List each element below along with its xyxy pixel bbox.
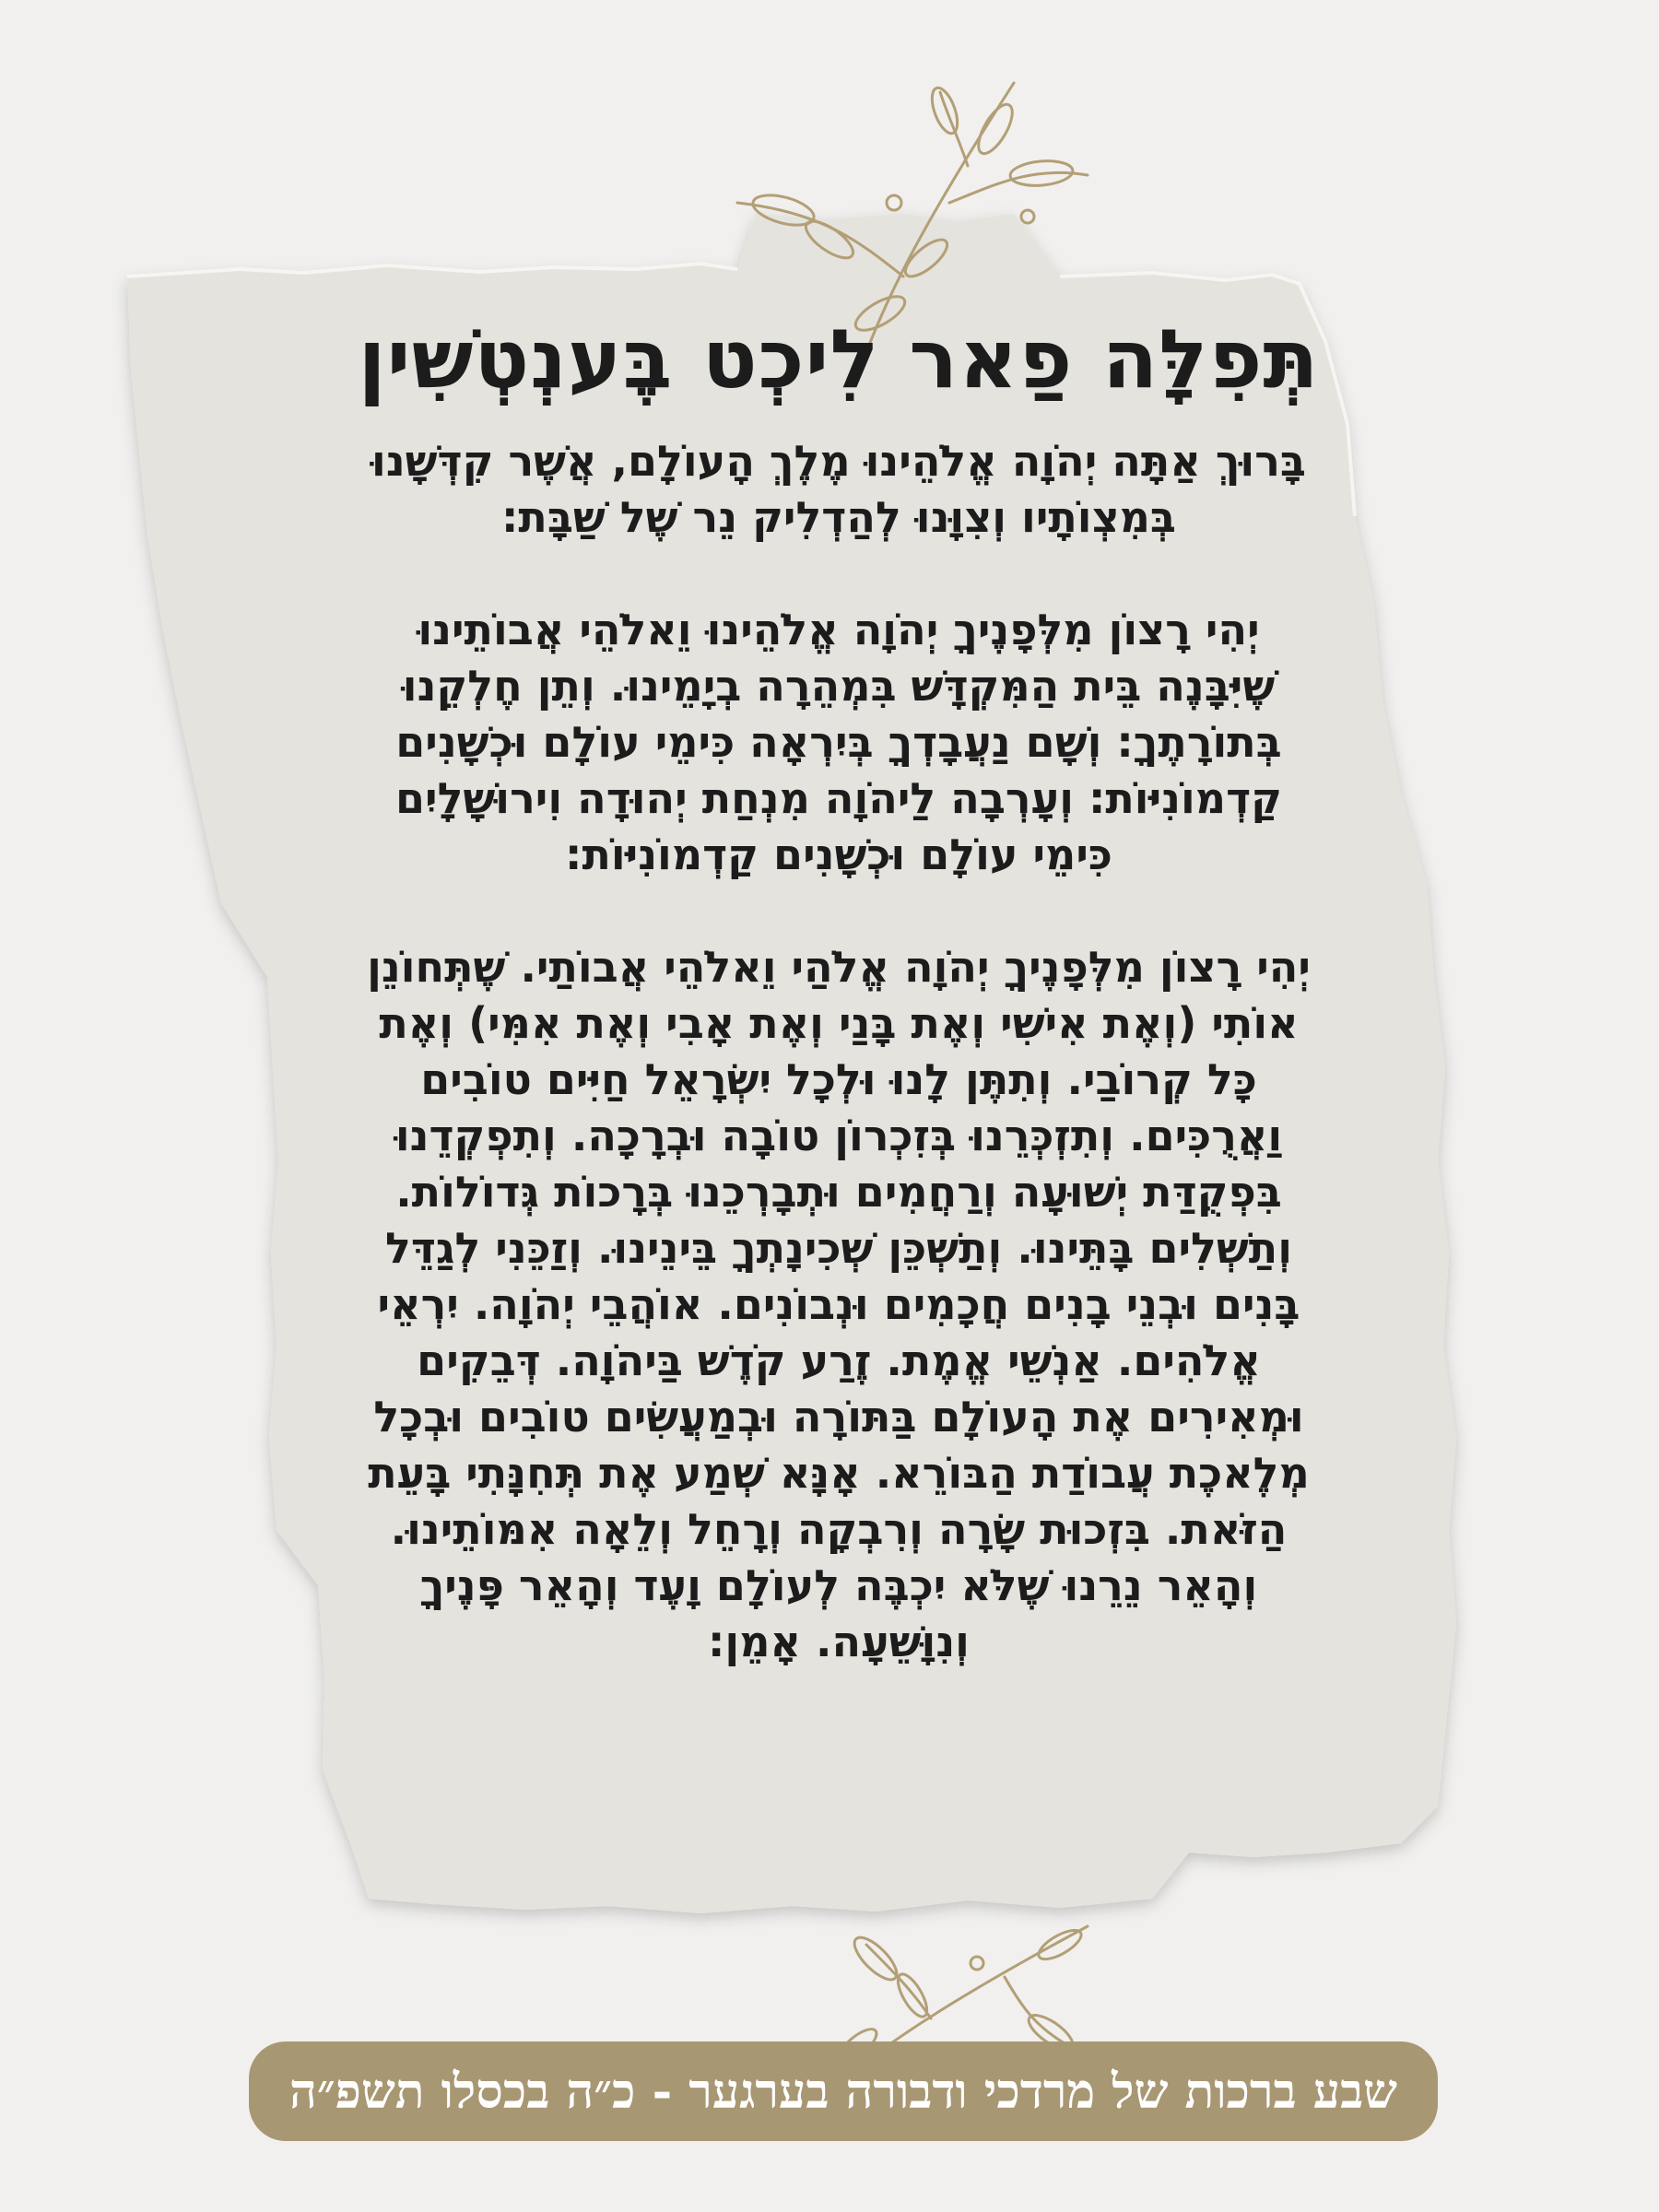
text-line: בָּנִים וּבְנֵי בָנִים חֲכָמִים וּנְבוֹנִים. אוֹהֲבֵי יְהֹוָה. יִרְאֵי [377,1279,1300,1329]
text-line: כִּימֵי עוֹלָם וּכְשָׁנִים קַדְמוֹנִיּוֹת: [565,830,1112,879]
text-line: וְנִוָּשֵׁעָה. אָמֵן: [708,1617,970,1666]
prayer-content [276,304,1401,1670]
dedication-text: שבע ברכות של מרדכי ודבורה בערגער - כ״ה בכסלו תשפ״ה [289,2063,1397,2120]
text-line: בְּמִצְוֹתָיו וְצִוָּנוּ לְהַדְלִיק נֵר שֶׁל שַׁבָּת: [501,492,1176,542]
text-line: בִּפְקֻדַּת יְשׁוּעָה וְרַחֲמִים וּתְבָרְכֵנוּ בְּרָכוֹת גְּדוֹלוֹת. [395,1167,1282,1217]
text-line: בְּתוֹרָתֶךָ: וְשָׁם נַעֲבָדְךָ בְּיִרְאָה כִּימֵי עוֹלָם וּכְשָׁנִים [395,717,1282,767]
text-line: כָּל קְרוֹבַי. וְתִתֶּן לָנוּ וּלְכָל יִשְׂרָאֵל חַיִּים טוֹבִים [420,1054,1257,1104]
text-line: בָּרוּךְ אַתָּה יְהֹוָה אֱלֹהֵינוּ מֶלֶךְ הָעוֹלָם, אֲשֶׁר קִדְּשָׁנוּ [371,436,1306,486]
text-line: וְהָאֵר נֵרֵנוּ שֶׁלֹּא יִכְבֶּה לְעוֹלָם וָעֶד וְהָאֵר פָּנֶיךָ [419,1560,1258,1610]
text-line: יְהִי רָצוֹן מִלְּפָנֶיךָ יְהֹוָה אֱלֹהַי וֵאלֹהֵי אֲבוֹתַי. שֶׁתְּחוֹנֵן [367,942,1311,992]
text-line: וַאֲרֻכִּים. וְתִזְכְּרֵנוּ בְּזִכְרוֹן טוֹבָה וּבְרָכָה. וְתִפְקְדֵנוּ [394,1111,1283,1160]
temple-prayer-paragraph [276,602,1401,883]
text-line: וּמְאִירִים אֶת הָעוֹלָם בַּתּוֹרָה וּבְמַעֲשִׂים טוֹבִים וּבְכָל [373,1392,1304,1441]
text-line: שֶׁיִּבָּנֶה בֵּית הַמִּקְדָּשׁ בִּמְהֵרָה בְיָמֵינוּ. וְתֵן חֶלְקֵנוּ [402,661,1276,711]
text-line: מְלֶאכֶת עֲבוֹדַת הַבּוֹרֵא. אָנָּא שְׁמַע אֶת תְּחִנָּתִי בָּעֵת [368,1448,1310,1498]
text-line: אֱלֹהִים. אַנְשֵׁי אֱמֶת. זֶרַע קֹדֶשׁ בַּיהֹוָה. דְּבֵקִים [417,1335,1261,1385]
text-line: קַדְמוֹנִיּוֹת: וְעָרְבָה לַיהֹוָה מִנְחַת יְהוּדָה וִירוּשָׁלָיִם [395,773,1282,823]
text-line: אוֹתִי (וְאֶת אִישִׁי וְאֶת בָּנַי וְאֶת אָבִי וְאֶת אִמִּי) וְאֶת [379,998,1299,1048]
blessing-paragraph [276,433,1401,546]
family-prayer-paragraph [276,939,1401,1670]
text-line: יְהִי רָצוֹן מִלְּפָנֶיךָ יְהֹוָה אֱלֹהֵינוּ וֵאלֹהֵי אֲבוֹתֵינוּ [418,605,1260,654]
text-line: וְתַשְׁלִים בָּתֵּינוּ. וְתַשְׁכֵּן שְׁכִינָתְךָ בֵּינֵינוּ. וְזַכֵּנִי לְגַדֵּל [385,1223,1292,1273]
dedication-banner [249,2041,1438,2141]
page-title: תְּפִלָּה פַאר לִיכְט בֶּענְטְשִׁין [358,312,1320,406]
text-line: הַזֹּאת. בִּזְכוּת שָׂרָה וְרִבְקָה וְרָחֵל וְלֵאָה אִמּוֹתֵינוּ. [390,1504,1288,1554]
